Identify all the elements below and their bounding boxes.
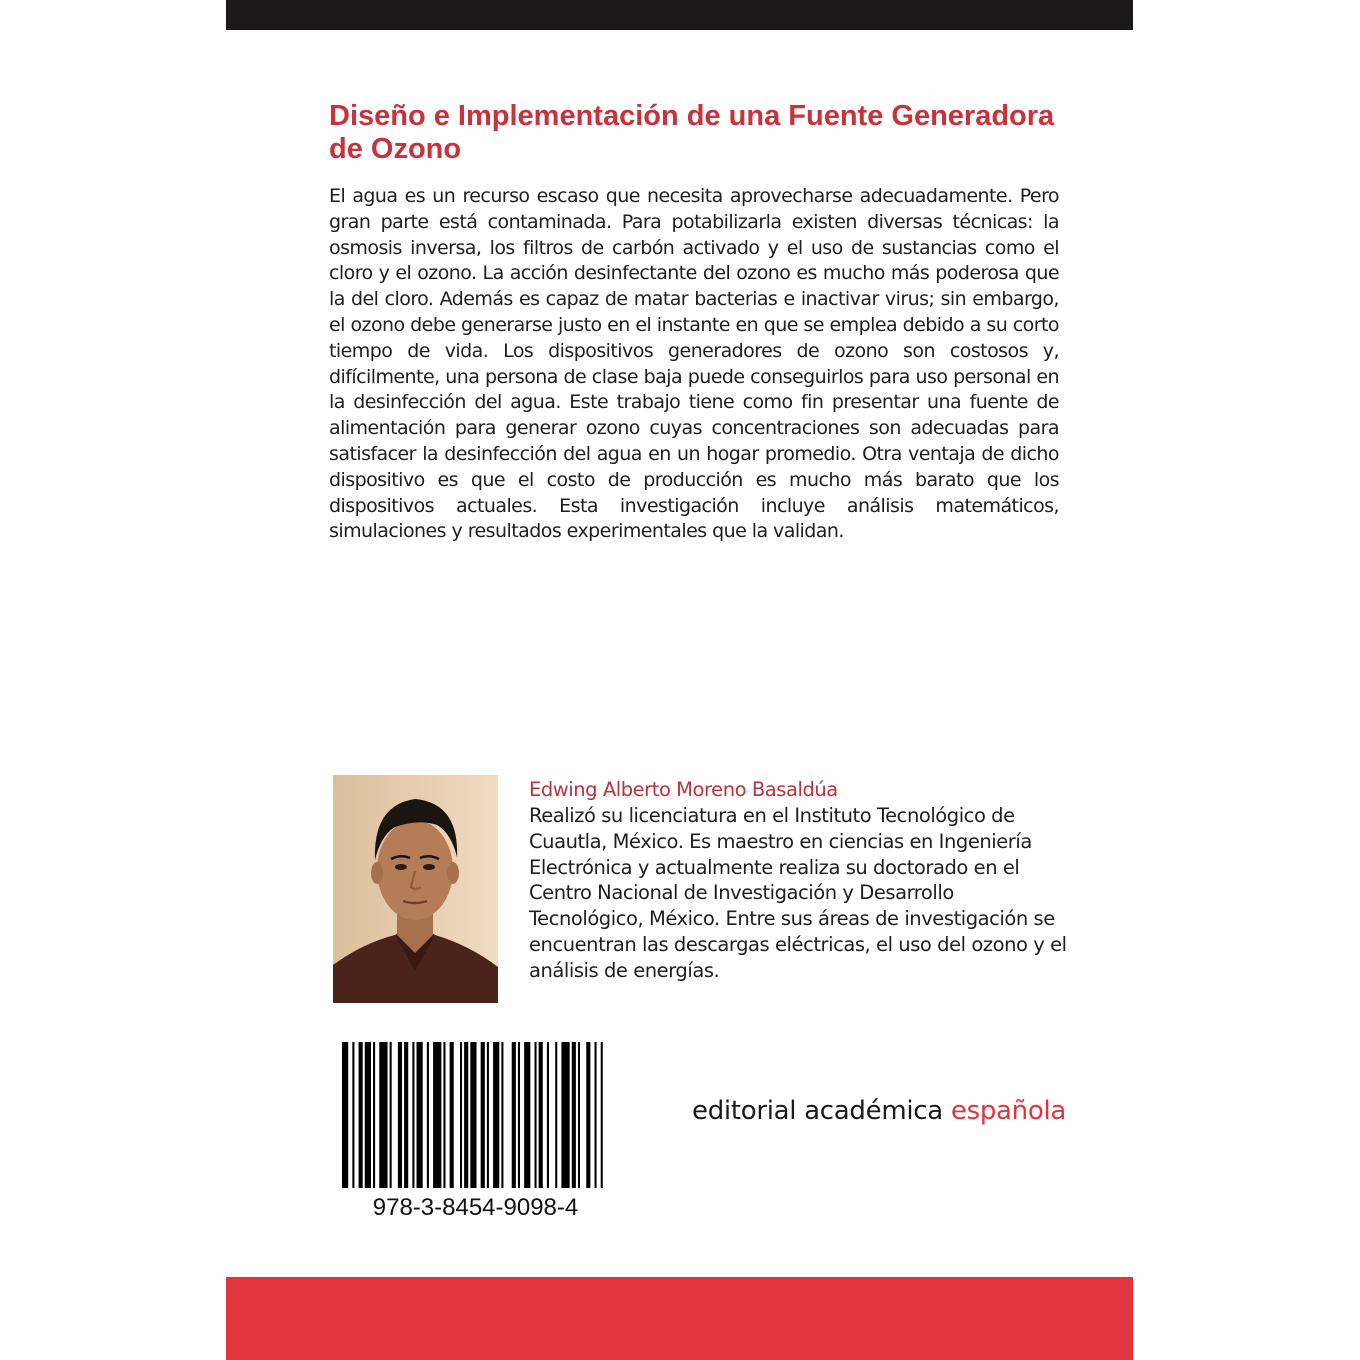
barcode-bar [412, 1042, 414, 1188]
author-bio: Realizó su licenciatura en el Instituto Tecnológico de Cuautla, México. Es maestro en ciencias en Ingeniería Electrónica y actualmente realiza su doctorado en el Centro Nacional de Investigación y Desarrollo Tecnológico, México. Entre sus áreas de investigación se encuentran las descargas eléctricas, el uso del ozono y el análisis de energías. [529, 804, 1067, 982]
author-name: Edwing Alberto Moreno Basaldúa [529, 778, 838, 801]
barcode-bar [417, 1042, 423, 1188]
barcode-bar [586, 1042, 590, 1188]
barcode-bar [404, 1042, 408, 1188]
book-back-cover [226, 0, 1133, 1360]
top-band [226, 0, 1133, 30]
book-title: Diseño e Implementación de una Fuente Generadora de Ozono [329, 100, 1055, 165]
barcode-bar [539, 1042, 543, 1188]
barcode-bar [512, 1042, 516, 1188]
barcode-bar [398, 1042, 402, 1188]
barcode-bar [572, 1042, 576, 1188]
barcode-bar [493, 1042, 499, 1188]
barcode-bar [501, 1042, 503, 1188]
publisher-name: editorial académica [692, 1096, 943, 1126]
barcode-bar [365, 1042, 371, 1188]
barcode-bar [534, 1042, 536, 1188]
barcode [342, 1042, 609, 1188]
barcode-bar [561, 1042, 569, 1188]
barcode-bar [427, 1042, 429, 1188]
publisher-name-accent: española [950, 1096, 1066, 1126]
barcode-bar [390, 1042, 392, 1188]
barcode-bar [450, 1042, 454, 1188]
barcode-bar [518, 1042, 520, 1188]
barcode-bar [342, 1042, 348, 1188]
barcode-bar [487, 1042, 489, 1188]
barcode-bar [464, 1042, 468, 1188]
barcode-bar [481, 1042, 485, 1188]
publisher-logo [656, 1094, 1066, 1128]
barcode-bar [460, 1042, 462, 1188]
author-photo [333, 775, 498, 1003]
barcode-bar [555, 1042, 557, 1188]
bottom-band [226, 1277, 1133, 1360]
barcode-bar [443, 1042, 445, 1188]
barcode-bar [433, 1042, 441, 1188]
barcode-bar [595, 1042, 597, 1188]
barcode-bar [359, 1042, 363, 1188]
isbn-number: 978-3-8454-9098-4 [372, 1194, 579, 1221]
barcode-bar [373, 1042, 375, 1188]
barcode-bar [578, 1042, 580, 1188]
book-blurb: El agua es un recurso escaso que necesita aprovecharse adecuadamente. Pero gran parte está contaminada. Para potabilizarla existen diversas técnicas: la osmosis inversa, los filtros de carbón activado y el uso de sustancias como el cloro y el ozono. La acción desinfectante del ozono es mucho más poderosa que la del cloro. Además es capaz de matar bacterias e inactivar virus; sin embargo, el ozono debe generarse justo en el instante en que se emplea debido a su corto tiempo de vida. Los dispositivos generadores de ozono son costosos y, difícilmente, una persona de clase baja puede conseguirlos para uso personal en la desinfección del agua. Este trabajo tiene como fin presentar una fuente de alimentación para generar ozono cuyas concentraciones son adecuadas para satisfacer la desinfección del agua en un hogar promedio. Otra ventaja de dicho dispositivo es que el costo de producción es mucho más barato que los dispositivos actuales. Esta investigación incluye análisis matemáticos, simulaciones y resultados experimentales que la validan. [329, 185, 1059, 543]
barcode-bar [524, 1042, 530, 1188]
barcode-bar [470, 1042, 476, 1188]
barcode-bar [379, 1042, 387, 1188]
barcode-bar [547, 1042, 549, 1188]
barcode-bar [601, 1042, 603, 1188]
barcode-bar [352, 1042, 354, 1188]
